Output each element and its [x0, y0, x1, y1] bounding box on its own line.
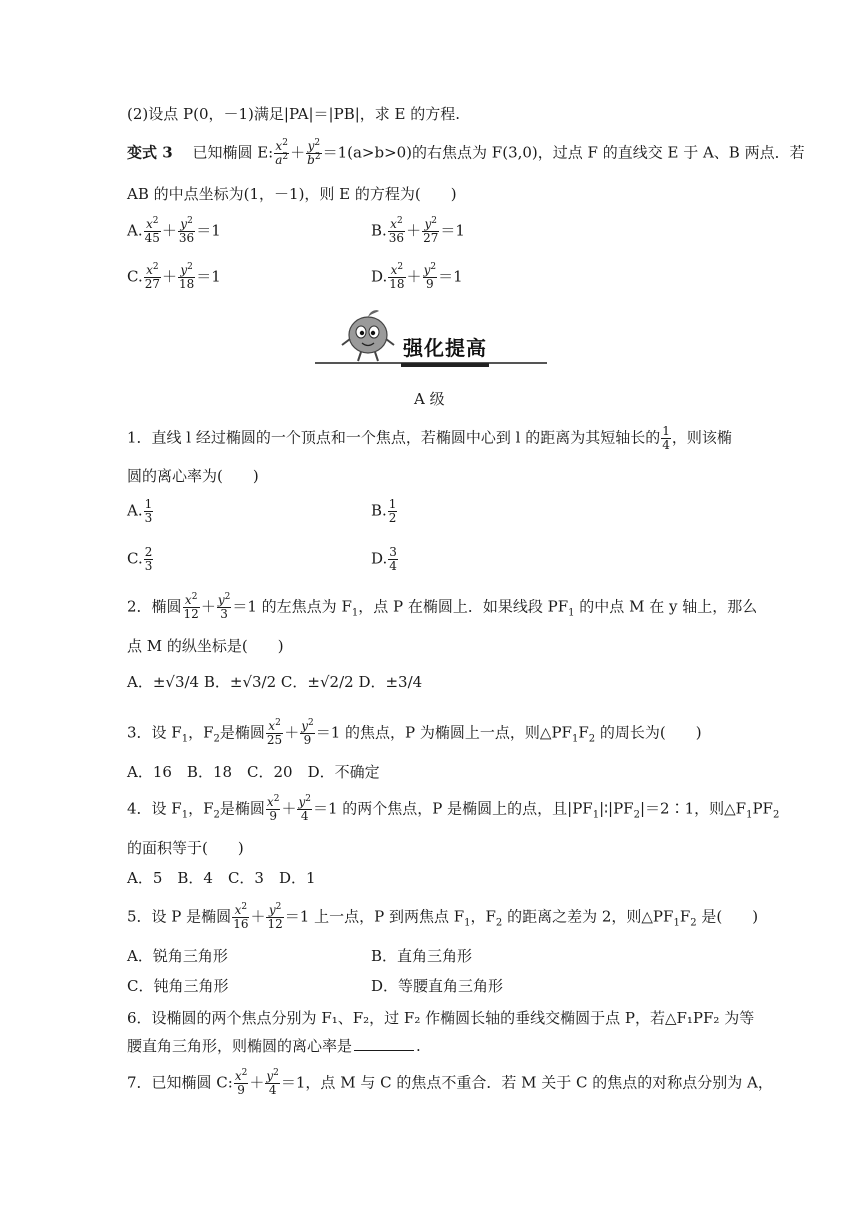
question-2-line2: 点 M 的纵坐标是( ) — [127, 637, 284, 655]
question-7: 7．已知椭圆 C: $\frac{x^2}{9}$ ＋ $\frac{y^2}{4}$ ＝1，点 M 与 C 的焦点不重合．若 M 关于 C 的焦点的对称点分别为 A， — [127, 1068, 773, 1097]
question-3: 3．设 $F_1$，$F_2$是椭圆 $\frac{x^2}{25}$ ＋ $\frac{y^2}{9}$ ＝1 的焦点，P 为椭圆上一点，则$\triangle PF_1F_2$ 的周长为( ) — [127, 718, 702, 747]
q3-options: A．16 B．18 C．20 D．不确定 — [127, 763, 380, 781]
variant-option-a: A. $\frac{x^2}{45}$ ＋ $\frac{y^2}{36}$ ＝1 — [127, 216, 221, 245]
level-heading: A 级 — [414, 390, 445, 408]
banner-title: 强化提高 — [403, 336, 487, 360]
question-sub-2: (2)设点 P(0，－1)满足|PA|＝|PB|，求 E 的方程. — [127, 105, 461, 123]
variant-3-line1: 变式 3 已知椭圆 E: $\frac{x^2}{a^2}$ ＋ $\frac{y^2}{b^2}$ ＝1(a>b>0)的右焦点为 F(3,0)，过点 F 的直线交 E 于 A、B 两点．若 — [127, 138, 805, 167]
q1-option-b: B. $\frac{1}{2}$ — [371, 497, 397, 525]
question-1-line2: 圆的离心率为( ) — [127, 467, 259, 485]
question-1: 1．直线 l 经过椭圆的一个顶点和一个焦点，若椭圆中心到 l 的距离为其短轴长的 $\frac{1}{4}$ ，则该椭 — [127, 424, 732, 452]
question-6: 6．设椭圆的两个焦点分别为 F₁、F₂，过 F₂ 作椭圆长轴的垂线交椭圆于点 P，若△F₁PF₂ 为等 — [127, 1009, 755, 1027]
fraction: $\frac{y^2}{b^2}$ — [307, 138, 321, 167]
question-2: 2．椭圆 $\frac{x^2}{12}$ ＋ $\frac{y^2}{3}$ ＝1 的左焦点为 $F_1$，点 P 在椭圆上．如果线段 $PF_1$ 的中点 M 在 y 轴上，那么 — [127, 592, 758, 621]
apple-mascot-icon — [337, 305, 399, 363]
variant-option-d: D. $\frac{x^2}{18}$ ＋ $\frac{y^2}{9}$ ＝1 — [371, 262, 463, 291]
question-5: 5．设 P 是椭圆 $\frac{x^2}{16}$ ＋ $\frac{y^2}{12}$ ＝1 上一点，P 到两焦点 $F_1$，$F_2$ 的距离之差为 2，则$\triangle PF_1F_2$ 是( ) — [127, 902, 759, 931]
q1-option-a: A. $\frac{1}{3}$ — [127, 497, 153, 525]
question-4: 4．设 $F_1$，$F_2$是椭圆 $\frac{x^2}{9}$ ＋ $\frac{y^2}{4}$ ＝1 的两个焦点，P 是椭圆上的点，且$|PF_1|∶|PF_2|=2∶1$，则$\triangle F_1PF_2$ — [127, 794, 780, 823]
variant-label: 变式 3 — [127, 143, 173, 162]
section-banner — [315, 305, 547, 367]
q1-option-d: D. $\frac{3}{4}$ — [371, 545, 397, 573]
q5-option-a: A．锐角三角形 — [127, 947, 228, 965]
q4-options: A．5 B．4 C．3 D．1 — [127, 869, 316, 887]
question-4-line2: 的面积等于( ) — [127, 839, 244, 857]
variant-3-line2: AB 的中点坐标为(1，－1)，则 E 的方程为( ) — [127, 185, 457, 203]
answer-blank — [354, 1050, 414, 1051]
question-6-line2: 腰直角三角形，则椭圆的离心率是 . — [127, 1037, 421, 1055]
variant-option-c: C. $\frac{x^2}{27}$ ＋ $\frac{y^2}{18}$ ＝1 — [127, 262, 221, 291]
q5-option-c: C．钝角三角形 — [127, 977, 229, 995]
q1-option-c: C. $\frac{2}{3}$ — [127, 545, 153, 573]
q5-option-d: D．等腰直角三角形 — [371, 977, 504, 995]
variant-option-b: B. $\frac{x^2}{36}$ ＋ $\frac{y^2}{27}$ ＝1 — [371, 216, 465, 245]
fraction: $\frac{x^2}{a^2}$ — [275, 138, 289, 167]
variant-text-a: 已知椭圆 E: — [192, 143, 274, 162]
variant-text-b: ＝1(a>b>0)的右焦点为 F(3,0)，过点 F 的直线交 E 于 A、B 两点．若 — [322, 143, 805, 162]
q5-option-b: B．直角三角形 — [371, 947, 473, 965]
q2-options: A．±√3/4 B．±√3/2 C．±√2/2 D．±3/4 — [127, 673, 423, 691]
banner-underline — [401, 363, 489, 367]
